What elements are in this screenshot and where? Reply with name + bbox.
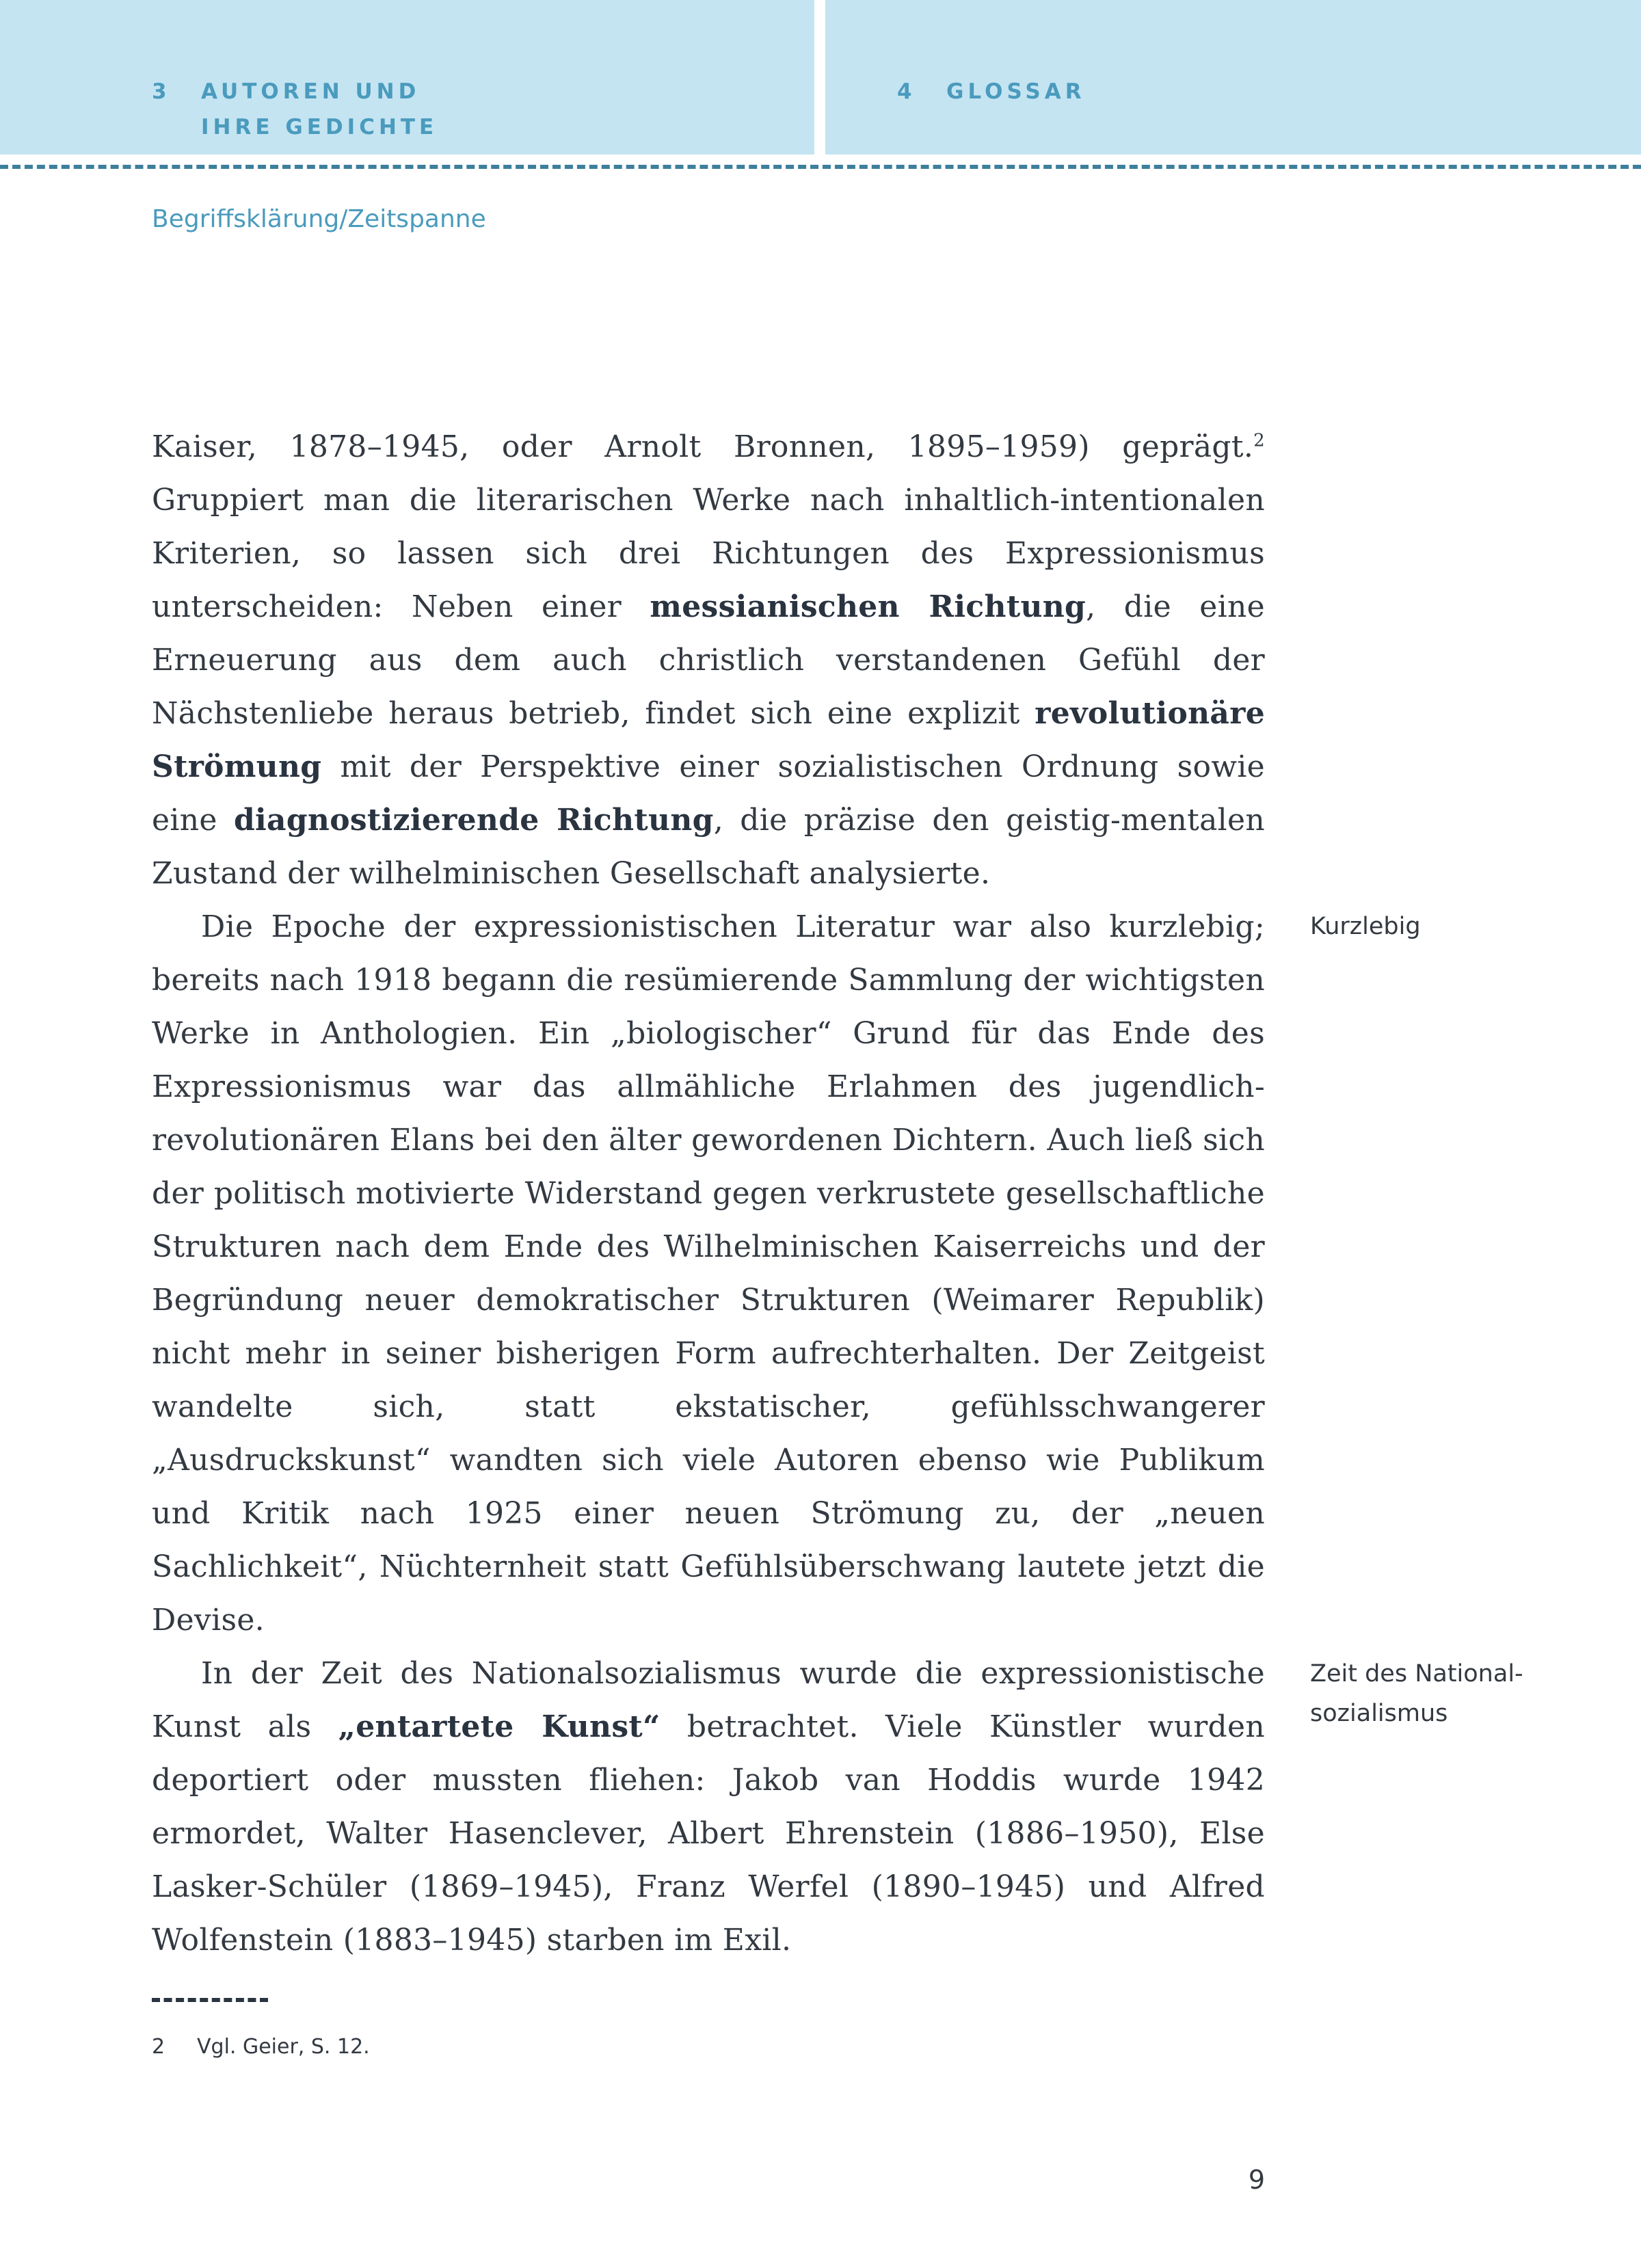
- page-number: 9: [1248, 2165, 1265, 2195]
- margin-note-kurzlebig: Kurzlebig: [1310, 913, 1421, 940]
- nav-section-title: GLOSSAR: [946, 79, 1086, 104]
- footnote-number: 2: [152, 2035, 165, 2059]
- margin-note-line: sozialismus: [1310, 1700, 1448, 1727]
- footnote-separator: [152, 1998, 268, 2002]
- text-run: , die präzise den geistig-mentalen Zustand der wilhelminischen Gesellschaft analysierte.: [152, 803, 1265, 891]
- text-run: , die eine Erneuerung aus dem auch christlich verstandenen Gefühl der Nächstenliebe heraus betrieb, findet sich eine explizit: [152, 589, 1265, 731]
- keyword-degenerate-art: „entartete Kunst“: [338, 1709, 661, 1744]
- footnote-text: Vgl. Geier, S. 12.: [197, 2035, 370, 2059]
- text-run: Gruppiert man die literarischen Werke nach inhaltlich-intentionalen Kriterien, so lassen sich drei Richtungen des Expressionismus unterscheiden: Neben einer: [152, 483, 1265, 624]
- text-run: In der Zeit des Nationalsozialismus wurde die expressionistische Kunst als: [152, 1656, 1265, 1744]
- nav-section-number: 3: [152, 79, 171, 104]
- header-dashed-divider: [0, 165, 1641, 169]
- text-run: Kaiser, 1878–1945, oder Arnolt Bronnen, 1895–1959) geprägt.: [152, 429, 1254, 464]
- paragraph-1: [152, 421, 1265, 900]
- footnote: [152, 2035, 370, 2059]
- paragraph-2: Die Epoche der expressionistischen Literatur war also kurzlebig; bereits nach 1918 begann die resümierende Sammlung der wichtigsten Werke in Anthologien. Ein „biologischer“ Grund für das Ende des Expressionismus war das allmähliche Erlahmen des jugendlich-revolutionären Elans bei den älter gewordenen Dichtern. Auch ließ sich der politisch motivierte Widerstand gegen verkrustete gesellschaftliche Strukturen nach dem Ende des Wilhelminischen Kaiserreichs und der Begründung neuer demokratischer Strukturen (Weimarer Republik) nicht mehr in seiner bisherigen Form aufrechterhalten. Der Zeitgeist wandelte sich, statt ekstatischer, gefühlsschwangerer „Ausdruckskunst“ wandten sich viele Autoren ebenso wie Publikum und Kritik nach 1925 einer neuen Strömung zu, der „neuen Sachlichkeit“, Nüchternheit statt Gefühlsüberschwang lautete jetzt die Devise.: [152, 909, 1265, 1638]
- paragraph-3: [152, 1647, 1265, 1967]
- nav-title-line-1: AUTOREN UND: [201, 79, 421, 104]
- keyword-messianic: messianischen Richtung: [650, 589, 1086, 624]
- footnote-reference: 2: [1253, 430, 1265, 451]
- nav-divider: [814, 0, 825, 155]
- text-run: betrachtet. Viele Künstler wurden deportiert oder mussten fliehen: Jakob van Hoddis wurde 1942 ermordet, Walter Hasenclever, Albert Ehrenstein (1886–1950), Else Lasker-Schüler (1869–1945), Franz Werfel (1890–1945) und Alfred Wolfenstein (1883–1945) starben im Exil.: [152, 1709, 1265, 1958]
- margin-note-nationalsozialismus: [1310, 1654, 1611, 1733]
- text-run: mit der Perspektive einer sozialistischen Ordnung sowie eine: [152, 749, 1265, 838]
- nav-title-line-2: IHRE GEDICHTE: [201, 115, 438, 139]
- nav-section-number: 4: [897, 79, 916, 104]
- keyword-revolutionary: revolutionäre Strömung: [152, 696, 1265, 784]
- keyword-diagnostic: diagnostizierende Richtung: [233, 803, 714, 838]
- margin-note-line: Zeit des National-: [1310, 1660, 1523, 1687]
- nav-section-title: [201, 74, 438, 145]
- breadcrumb: Begriffsklärung/Zeitspanne: [152, 205, 486, 233]
- body-text: [152, 421, 1265, 1967]
